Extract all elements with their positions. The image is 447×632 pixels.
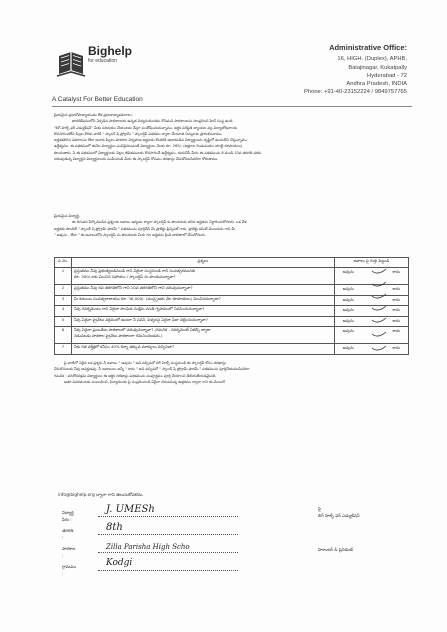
question-text: నీకు గత వర్షీక్షలో కనీసం 40% కన్నా తక్కువ మార్కులు వచ్చినవా? bbox=[73, 344, 175, 350]
text-line: చదువుతున్న విద్యార్థిని విద్యార్థులందు పంపించండి మీరు ఈ స్కాలర్షిప్ కోసము దరఖాస్తు చేసుకోవలసినదిగా కోరుతాము. bbox=[54, 157, 219, 162]
field-value-name[interactable]: J. UMESh bbox=[106, 504, 155, 515]
question-cell bbox=[71, 268, 334, 285]
field-label: తరగతి : bbox=[62, 528, 74, 540]
address-line: Hyderabad - 72 bbox=[367, 72, 407, 79]
contact-email-line: info@bighelp.org ద్వారా గాని తెలుసుకోవలెను. bbox=[58, 493, 144, 498]
answer-yes[interactable]: అవును bbox=[342, 328, 354, 334]
student-instructions bbox=[54, 213, 409, 238]
text-line: అర్హతకలిగిన వివరాలను లేదా అనాధ పిల్లలు పాఠశాల నిర్వహణ అర్హులకు కొందరికి ఆధారపడిన విద్యార్థులను దృష్టిలో ఉంచుకొని చేస్తున్నాము bbox=[54, 138, 247, 143]
column-header-question: ప్రశ్నలు bbox=[71, 258, 334, 268]
address-line: 16, HIGH. (Duplex), APHB, bbox=[337, 56, 407, 63]
answer-cell[interactable] bbox=[334, 316, 408, 327]
field-value-village[interactable]: Kodgi bbox=[106, 558, 133, 568]
question-text: నీవు ఏదైనా ప్రైవేటు వర్గములో ఉంటూ నీ పవని, పెళ్ళలపై ఏదైనా ఫీజు చెల్లించుచున్నావా? bbox=[73, 316, 208, 322]
closing-paragraph bbox=[54, 360, 409, 385]
question-text: నీవు ఏదైనా ప్రయివేటు పాఠశాలలో చదువుచున్నావా? (గమనిక - గవర్నమెంట్ ఏజెన్సీ ద్వారా bbox=[73, 327, 211, 333]
text-line: "బిగ్ హెల్ప్ ఫర్ ఎడ్యుకేషన్" మీకు పరిచయం చేయుటకు చేస్తూ సంతోషించుచున్నాము. అర్థిక పరిస్థితి బ్యాంకుల వల్ల విద్యాబోధనాలకు bbox=[54, 125, 237, 130]
field-label: పాఠశాల : bbox=[62, 546, 76, 558]
field-value-class[interactable]: 8th bbox=[106, 522, 123, 533]
field-line bbox=[98, 552, 238, 553]
table-row bbox=[55, 268, 409, 285]
table-row bbox=[55, 316, 409, 327]
answer-no[interactable]: కాదు bbox=[392, 296, 400, 302]
signature-org bbox=[318, 506, 360, 520]
answer-no[interactable]: కాదు bbox=[392, 328, 400, 334]
signature-prefix: పై bbox=[318, 506, 321, 511]
text-line: ఖాదరికేషనంలోని ఏర్పడిన పాఠశాలలకు ఉన్నత విద్యనందించడం కోసమని పాఠశాలలను సాంప్రదించి హెచ్ సంస్థ ఉంది bbox=[72, 119, 233, 124]
answer-cell[interactable] bbox=[334, 268, 408, 285]
question-text: మీ కుటుంబ సంవత్సరాదాయం రూ. 36,000/- (ముప్పైఆరు వేల రూపాయలు) మించినదున్నాదా? bbox=[73, 295, 221, 301]
field-label: గ్రామము : bbox=[62, 564, 77, 576]
answer-yes[interactable]: అవును bbox=[342, 296, 354, 302]
office-address bbox=[304, 44, 407, 97]
text-line: ప్రియమైన ప్రధానోపాధ్యాయుడు లేక ప్రధానాధ్యాపకురాలు, bbox=[54, 113, 133, 117]
answer-yes[interactable]: అవును bbox=[342, 286, 354, 292]
text-line: ఇతర వివరములకు సంబంధించి, ఫిర్యాదులకు పై సంప్రదించండి ఏదైనా దిగువనున్న ఉత్తరము ద్వారా గాని ఈ-మెయిల్ bbox=[64, 379, 225, 384]
question-text: ప్రస్తుతము నీవు ప్రభుత్వబడినుండి గాని ఏదైనా సంస్థనుండి గాని సంవత్సరమునకు bbox=[73, 268, 196, 273]
answer-yes[interactable]: అవును bbox=[342, 307, 354, 313]
field-line bbox=[98, 570, 238, 571]
answer-cell[interactable] bbox=[334, 306, 408, 317]
brand-name: Bighelp bbox=[88, 44, 132, 58]
answer-yes[interactable]: అవును bbox=[342, 345, 354, 351]
answer-cell[interactable] bbox=[334, 327, 408, 344]
column-header-answer: జవాబు పై గుర్తు పెట్టండి bbox=[334, 258, 408, 268]
question-cell bbox=[71, 285, 334, 296]
signature-org-name: బిగ్ హెల్ప్ ఫర్ ఎడ్యుకేషన్ bbox=[318, 513, 360, 518]
answer-no[interactable] bbox=[393, 269, 400, 275]
text-line: పై వాటిలో ఏదైన ఒక ప్రశ్నకు నీ జవాబు " అవును " అని వచ్చినచో బిగ్ హెల్ప్ సంస్థనుండి ఈ స్కాలర్షిప్ కోసం దరఖాస్తు bbox=[64, 361, 226, 365]
question-cell bbox=[71, 316, 334, 327]
text-line: అర్హతకు పొందితే " స్కాలర్ షి ప్రోగ్రామ్ ఫారమ్ " పథకమును పూర్తిచేసి మీ ప్రాజెక్టు ప్రిన్సిపల్ గారు, ప్రాజెక్టు కమిటీ మెంబరుకు గాని మీ bbox=[54, 226, 236, 231]
table-row bbox=[55, 306, 409, 317]
question-cell bbox=[71, 327, 334, 344]
text-line: ఈ దిగువన పేర్కొనబడిన ప్రశ్నలకు జవాబు ఇవ్వడం ద్వారా స్కాలర్షిప్ కు పొందుటకు తగిన అర్హతను నిర్ధారించుకోగలరు. ఒక వేళ bbox=[72, 220, 247, 225]
question-text: నీవు గవర్నమెంటు గాని ఏదైనా సాంఘిక సంక్షేమ వసతి గృహములో నివసించుచున్నావా? bbox=[73, 306, 205, 312]
field-line bbox=[98, 534, 238, 535]
row-number: 4 bbox=[55, 306, 72, 317]
question-text: ప్రస్తుతము నీవు 8వ తరగతిలోని గాని 10వ తరగతిలోని గాని చదువుచున్నావా? bbox=[73, 285, 193, 291]
row-number: 7 bbox=[55, 344, 72, 355]
question-text: నడుపబడు పాఠశాల ప్రైవేటు పాఠశాలగా గమనించబడదు.) bbox=[73, 333, 163, 339]
row-number: 3 bbox=[55, 295, 72, 306]
address-line: Andhra Pradesh, INDIA bbox=[346, 81, 407, 88]
answer-no[interactable]: కాదు bbox=[392, 345, 400, 351]
table-row bbox=[55, 295, 409, 306]
question-cell bbox=[71, 344, 334, 355]
answer-no-label: కాదు bbox=[392, 269, 400, 274]
intro-paragraph bbox=[54, 112, 409, 162]
table-header-row bbox=[55, 258, 409, 268]
text-line: కొనసాగించలేని పిల్లల కొరకు వారికి " స్కాలర్ షి ప్రోగ్రామ్ " స్కాలర్షిప్ పథకము ద్వారా చేయూత నిచ్చుటకు ప్రారంభించాము. bbox=[54, 131, 223, 136]
signature-title: హెూంటర్ & ప్రెసిడెంట్ bbox=[318, 547, 354, 552]
text-line: ఉద్దేశ్యము. ఈ పథకములో ఈనెల విద్యార్థుల ఎంపికైనటువంటి విద్యార్థులు నెలకు రూ. 269/- (అక్షరాల రెండువందల యాభై రూపాయలు) bbox=[54, 144, 243, 149]
answer-cell[interactable] bbox=[334, 285, 408, 296]
answer-cell[interactable] bbox=[334, 295, 408, 306]
column-header-number: ప.నెం. bbox=[55, 258, 72, 268]
tagline: A Catalyst For Better Education bbox=[52, 96, 143, 103]
text-line: గమనిక : పరిశోధనక్రమ విద్యార్థులు ఈ ఆర్థిక దరఖాస్తు పథకమును సంపూర్ణము పూర్తి చేయాలని తెలియజేయడమైనది. bbox=[54, 373, 217, 378]
question-text: రూ. 500/-లకు మించిన సహాయం / స్కాలర్షిప్ ను పొందుచున్నావా? bbox=[73, 274, 176, 279]
table-row bbox=[55, 327, 409, 344]
table-row bbox=[55, 344, 409, 355]
row-number: 1 bbox=[55, 268, 72, 285]
row-number: 2 bbox=[55, 285, 72, 296]
answer-no[interactable]: కాదు bbox=[392, 286, 400, 292]
header-divider bbox=[52, 106, 412, 107]
text-line: " అవును - లేదా " ఈ జవాబులోని స్కాలర్షిప్ ను పొందుటకు మీరు గల అర్హతను క్రింది జాబితాలో చేసుకోగలరు. bbox=[54, 232, 206, 237]
answer-no[interactable]: కాదు bbox=[392, 307, 400, 313]
text-line: ప్రియమైన విద్యార్థి, bbox=[54, 214, 80, 218]
field-line bbox=[98, 516, 238, 517]
answer-yes[interactable]: అవును bbox=[342, 317, 354, 323]
text-line: పొందుతారు. ఏ ఈ పథకములో విద్యార్థులకు పిల్లల జీవితములకు కొనసాగించే ఉద్దేశ్యము. దయచేసి మీరు ఈ పథకమును 8 మండి 10వ తరగతి వరకు bbox=[54, 150, 262, 155]
address-line: Balajinagar, Kukatpally bbox=[348, 64, 407, 71]
address-line: Phone: +91-40-23152224 / 9849757765 bbox=[304, 89, 407, 96]
office-title: Administrative Office: bbox=[329, 43, 407, 52]
question-cell bbox=[71, 306, 334, 317]
answer-cell[interactable] bbox=[334, 344, 408, 355]
field-value-school[interactable]: Zilla Parisha High Scho bbox=[106, 543, 190, 551]
answer-yes[interactable]: అవును bbox=[342, 269, 354, 274]
field-label: విద్యార్థి పేరు : bbox=[62, 510, 74, 522]
eligibility-table bbox=[54, 257, 409, 355]
brand-subtitle: for education bbox=[88, 58, 117, 64]
question-cell bbox=[71, 295, 334, 306]
row-number: 6 bbox=[55, 327, 72, 344]
text-line: చేసుకొనుటకు నీవు అనర్హుడవు. నీ జవాబులు అన్నీ " కాదు " అని వచ్చినచో " స్కాలర్ షి ప్రోగ్రామ్ ఫారమ్ " పథకమును పూర్తిచేయవలసినదిగా bbox=[54, 367, 250, 372]
row-number: 5 bbox=[55, 316, 72, 327]
table-row bbox=[55, 285, 409, 296]
answer-no[interactable]: కాదు bbox=[392, 317, 400, 323]
